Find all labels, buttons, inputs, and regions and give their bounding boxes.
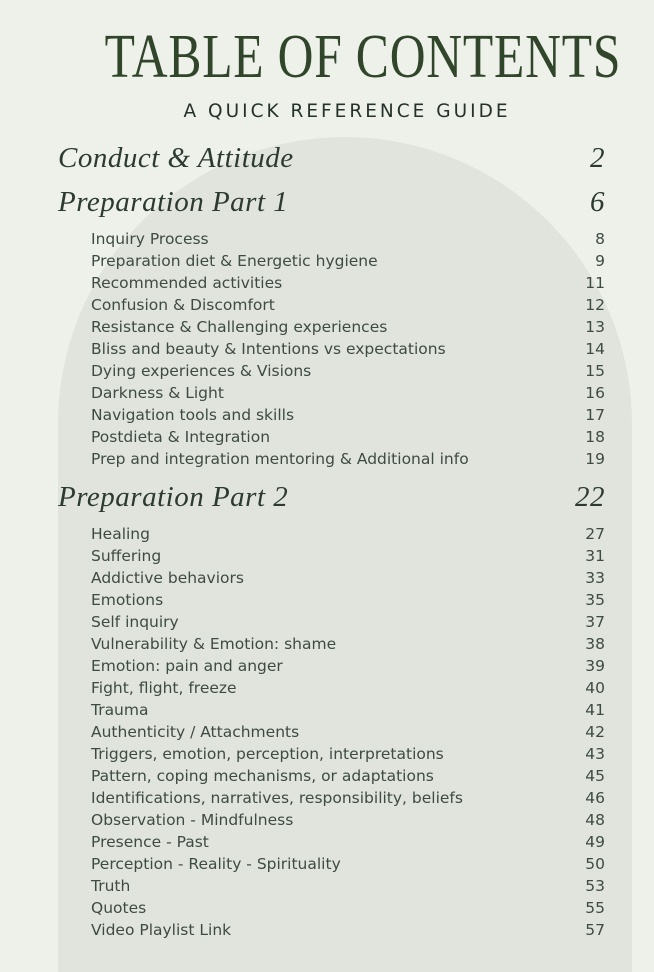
toc-item-page-number: 12 (585, 296, 605, 315)
toc-item-page-number: 41 (585, 701, 605, 720)
toc-item[interactable] (58, 426, 605, 448)
toc-item-label: Trauma (91, 701, 149, 720)
toc-item-label: Recommended activities (91, 274, 283, 293)
toc-section (58, 185, 605, 470)
toc-item-page-number: 39 (585, 657, 605, 676)
toc-item-label: Bliss and beauty & Intentions vs expectations (91, 340, 446, 359)
toc-item-label: Self inquiry (91, 613, 179, 632)
toc-item-label: Suffering (91, 547, 162, 566)
toc-item-label: Dying experiences & Visions (91, 362, 312, 381)
toc-item[interactable] (58, 611, 605, 633)
toc-item[interactable] (58, 787, 605, 809)
toc-item-page-number: 33 (585, 569, 605, 588)
toc-item-label: Resistance & Challenging experiences (91, 318, 388, 337)
toc-item-label: Postdieta & Integration (91, 428, 271, 447)
toc-item-page-number: 17 (585, 406, 605, 425)
toc-section (58, 480, 605, 941)
toc-item-page-number: 13 (585, 318, 605, 337)
toc-item[interactable] (58, 545, 605, 567)
toc-item[interactable] (58, 294, 605, 316)
toc-item[interactable] (58, 523, 605, 545)
toc-item[interactable] (58, 875, 605, 897)
toc-item[interactable] (58, 250, 605, 272)
toc-section-heading[interactable] (58, 141, 605, 175)
toc-item[interactable] (58, 382, 605, 404)
toc-item-page-number: 46 (585, 789, 605, 808)
toc-item-list (58, 228, 605, 470)
toc-item-page-number: 11 (585, 274, 605, 293)
page-header (40, 23, 654, 122)
toc-item[interactable] (58, 721, 605, 743)
toc-item[interactable] (58, 589, 605, 611)
page-content (0, 23, 654, 972)
toc-item-page-number: 14 (585, 340, 605, 359)
toc-item-label: Confusion & Discomfort (91, 296, 275, 315)
toc-item-label: Prep and integration mentoring & Additional info (91, 450, 469, 469)
toc-item-page-number: 49 (585, 833, 605, 852)
toc-item[interactable] (58, 809, 605, 831)
toc-item-label: Fight, flight, freeze (91, 679, 237, 698)
toc-item-page-number: 50 (585, 855, 605, 874)
toc-section-page-number: 6 (590, 186, 605, 219)
toc-item-label: Observation - Mindfulness (91, 811, 294, 830)
toc-item-page-number: 9 (595, 252, 605, 271)
toc-item-label: Emotions (91, 591, 164, 610)
toc-item-page-number: 16 (585, 384, 605, 403)
toc-item-label: Authenticity / Attachments (91, 723, 300, 742)
toc-item[interactable] (58, 338, 605, 360)
toc-item-page-number: 48 (585, 811, 605, 830)
toc-item-label: Pattern, coping mechanisms, or adaptations (91, 767, 434, 786)
toc-item-page-number: 31 (585, 547, 605, 566)
toc-item-label: Identifications, narratives, responsibility, beliefs (91, 789, 463, 808)
toc-item-page-number: 35 (585, 591, 605, 610)
toc-item[interactable] (58, 316, 605, 338)
toc-section-page-number: 22 (575, 481, 605, 514)
toc-item-label: Preparation diet & Energetic hygiene (91, 252, 378, 271)
toc-item-page-number: 27 (585, 525, 605, 544)
page-title (40, 23, 654, 92)
toc-item[interactable] (58, 272, 605, 294)
toc-section-title: Preparation Part 1 (58, 186, 289, 219)
toc-item-label: Perception - Reality - Spirituality (91, 855, 341, 874)
toc-item[interactable] (58, 567, 605, 589)
toc-item-label: Vulnerability & Emotion: shame (91, 635, 337, 654)
toc (58, 141, 605, 941)
toc-item-page-number: 45 (585, 767, 605, 786)
toc-item[interactable] (58, 897, 605, 919)
toc-item-page-number: 53 (585, 877, 605, 896)
page-subtitle: A QUICK REFERENCE GUIDE (183, 101, 511, 123)
toc-item-label: Video Playlist Link (91, 921, 232, 940)
toc-item[interactable] (58, 919, 605, 941)
toc-item-page-number: 38 (585, 635, 605, 654)
toc-item[interactable] (58, 765, 605, 787)
toc-item[interactable] (58, 228, 605, 250)
toc-item-label: Emotion: pain and anger (91, 657, 283, 676)
toc-section-heading[interactable] (58, 480, 605, 514)
toc-item-label: Darkness & Light (91, 384, 224, 403)
toc-item[interactable] (58, 655, 605, 677)
toc-item-page-number: 42 (585, 723, 605, 742)
toc-item-page-number: 43 (585, 745, 605, 764)
toc-item[interactable] (58, 633, 605, 655)
toc-item-page-number: 15 (585, 362, 605, 381)
toc-section (58, 141, 605, 175)
toc-item[interactable] (58, 699, 605, 721)
toc-item-label: Inquiry Process (91, 230, 209, 249)
toc-item[interactable] (58, 448, 605, 470)
toc-item[interactable] (58, 853, 605, 875)
toc-item[interactable] (58, 677, 605, 699)
toc-item[interactable] (58, 360, 605, 382)
toc-item-label: Quotes (91, 899, 147, 918)
toc-section-title: Conduct & Attitude (58, 142, 294, 175)
toc-item-label: Triggers, emotion, perception, interpretations (91, 745, 444, 764)
toc-item[interactable] (58, 743, 605, 765)
toc-section-page-number: 2 (590, 142, 605, 175)
toc-item-label: Navigation tools and skills (91, 406, 295, 425)
toc-item-label: Presence - Past (91, 833, 209, 852)
toc-item-label: Addictive behaviors (91, 569, 244, 588)
page-title-text: TABLE OF CONTENTS (104, 23, 622, 91)
toc-item-page-number: 18 (585, 428, 605, 447)
toc-item-page-number: 19 (585, 450, 605, 469)
toc-section-heading[interactable] (58, 185, 605, 219)
toc-item-page-number: 8 (595, 230, 605, 249)
toc-item-page-number: 55 (585, 899, 605, 918)
toc-item-list (58, 523, 605, 941)
toc-item-label: Truth (91, 877, 131, 896)
toc-item[interactable] (58, 404, 605, 426)
toc-section-title: Preparation Part 2 (58, 481, 289, 514)
toc-item[interactable] (58, 831, 605, 853)
toc-item-page-number: 57 (585, 921, 605, 940)
toc-item-page-number: 37 (585, 613, 605, 632)
toc-item-label: Healing (91, 525, 150, 544)
toc-item-page-number: 40 (585, 679, 605, 698)
